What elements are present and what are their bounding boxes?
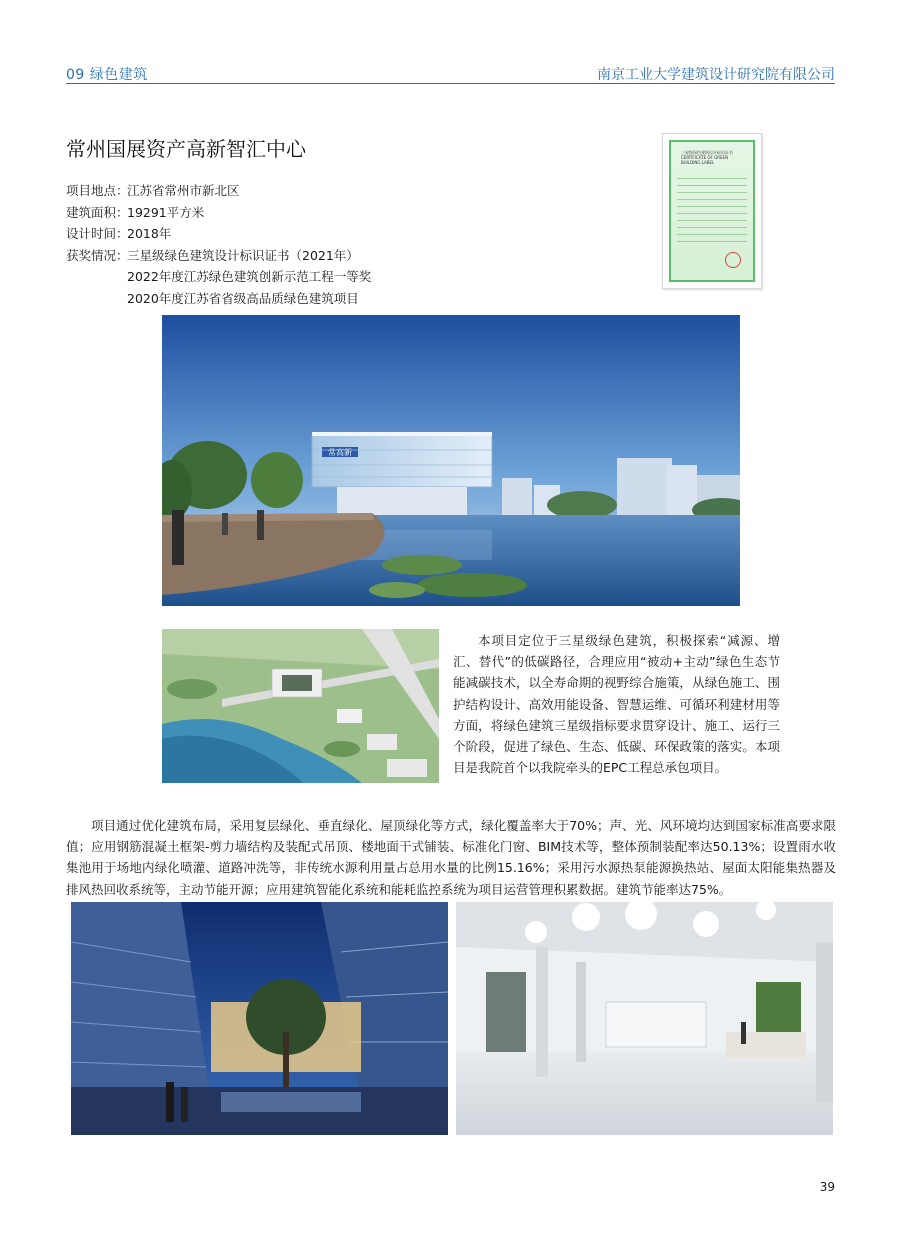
stamp-icon [725, 252, 741, 268]
section-label: 09 绿色建筑 [66, 67, 148, 83]
company-name: 南京工业大学建筑设计研究院有限公司 [597, 67, 835, 83]
aerial-rendering [162, 629, 439, 783]
header-divider [66, 83, 835, 84]
award-item: 2022年度江苏绿色建筑创新示范工程一等奖 [127, 269, 372, 284]
certificate-image [662, 133, 762, 289]
award-item: 2020年度江苏省省级高品质绿色建筑项目 [127, 290, 359, 306]
info-location-value: 江苏省常州市新北区 [127, 183, 240, 198]
info-area-value: 19291平方米 [127, 204, 205, 220]
lobby-rendering [456, 902, 833, 1135]
award-item: 三星级绿色建筑设计标识证书（2021年） [127, 247, 359, 263]
info-awards-key: 获奖情况： [66, 247, 129, 263]
project-title: 常州国展资产高新智汇中心 [66, 137, 306, 161]
description-paragraph-1: 本项目定位于三星级绿色建筑，积极探索“减源、增汇、替代”的低碳路径，合理应用“被动+主动”绿色生态节能减碳技术，以全寿命期的视野综合施策，从绿色施工、围护结构设计、高效用能设备、智慧运维、可循环利建材用等方面，将绿色建筑三星级指标要求贯穿设计、施工、运行三个阶段，促进了绿色、生态、低碳、环保政策的落实。本项目是我院首个以我院牵头的EPC工程总承包项目。 [453, 633, 780, 776]
info-time [66, 223, 371, 245]
info-time-key: 设计时间： [66, 226, 129, 241]
info-awards [66, 245, 371, 267]
building-sign: 常高新 [328, 448, 352, 457]
hero-rendering [162, 315, 740, 606]
info-area-key: 建筑面积： [66, 204, 129, 220]
description-paragraph-2: 项目通过优化建筑布局，采用复层绿化、垂直绿化、屋顶绿化等方式，绿化覆盖率大于70%；声、光、风环境均达到国家标准高要求限值；应用钢筋混凝土框架-剪力墙结构及装配式吊顶、楼地面干式铺装、标准化门窗、BIM技术等，整体预制装配率达50.13%；设置雨水收集池用于场地内绿化喷灌、道路冲洗等，非传统水源利用量占总用水量的比例15.16%；采用污水源热泵能源换热站、屋面太阳能集热器及排风热回收系统等，主动节能开源；应用建筑智能化系统和能耗监控系统为项目运营管理积累数据。建筑节能率达75%。 [66, 818, 836, 897]
info-area [66, 202, 371, 224]
info-location [66, 180, 371, 202]
project-info [66, 180, 371, 309]
info-time-value: 2018年 [127, 226, 172, 241]
certificate-title: 三星级绿色建筑设计标识证书 CERTIFICATE OF GREEN BUILDING LABEL [681, 150, 733, 165]
courtyard-rendering [71, 902, 448, 1135]
info-location-key: 项目地点： [66, 183, 129, 198]
page-number: 39 [819, 1180, 835, 1194]
